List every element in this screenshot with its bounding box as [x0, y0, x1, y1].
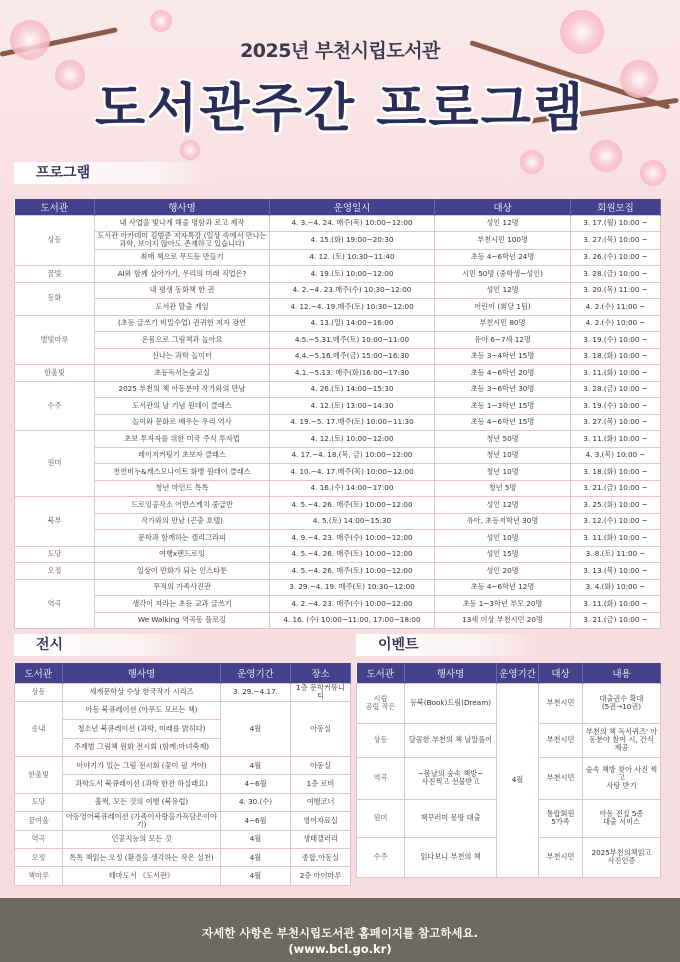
table-row: [357, 683, 661, 723]
table-row: [15, 332, 661, 349]
library-cell: 한울빛: [15, 365, 95, 382]
table-cell: 시민 50명 (중학생~성인): [435, 266, 571, 283]
table-cell: 여행코너: [291, 793, 351, 811]
table-cell: 부천의 책 독서퀴즈' 아동분야 참여 시, 간식 제공: [583, 723, 661, 757]
table-cell: 생태갤러리: [291, 830, 351, 848]
table-row: [15, 398, 661, 415]
table-row: [15, 282, 661, 299]
table-cell: 초등 3~4학년 15명: [435, 348, 571, 365]
table-cell: 아동실: [291, 757, 351, 775]
table-cell: 내 평생 동화책 한 권: [95, 282, 270, 299]
table-cell: 3. 29.~4.17.: [221, 683, 291, 701]
table-cell: 4. 5.~4. 26. 매주(토) 10:00~12:00: [270, 563, 435, 580]
table-cell: 부천시민 100명: [435, 232, 571, 250]
table-cell: 청년 마인드 톡톡: [95, 480, 270, 497]
table-cell: 4.4.~5.16.매주(금) 15:00~16:30: [270, 348, 435, 365]
table-cell: 4. 5.(토) 14:00~15:30: [270, 513, 435, 530]
table-cell: 3. 21.(금) 10:00 ~: [571, 612, 661, 629]
table-cell: 문학과 함께하는 캘리그라피: [95, 530, 270, 547]
table-cell: 4. 15.(화) 19:00~20:30: [270, 232, 435, 250]
table-row: [15, 775, 351, 793]
table-cell: 세계문학상 수상 한국작가 시리즈: [63, 683, 221, 701]
table-cell: 4월: [221, 757, 291, 775]
table-cell: 이야기가 있는 그림 전시회 (꽃이 필 거야): [63, 757, 221, 775]
library-cell: 도당: [15, 546, 95, 563]
table-cell: 4. 12.(토) 10:00~12:00: [270, 431, 435, 448]
column-header: 운영기간: [221, 663, 291, 683]
table-cell: 3. 11.(화) 10:00 ~: [571, 596, 661, 613]
table-cell: 톡톡 책읽는 오정 (환경을 생각하는 작은 실천): [63, 849, 221, 867]
table-row: [15, 365, 661, 382]
table-cell: 레이저커팅기 초보자 클래스: [95, 447, 270, 464]
event-table: [356, 663, 661, 878]
library-cell: 북부: [15, 497, 95, 547]
table-cell: 성인 12명: [435, 215, 571, 232]
library-cell: 오정: [15, 849, 63, 867]
table-cell: 대출권수 확대 (5권→10권): [583, 683, 661, 723]
section-title-exhibition: 전시: [14, 634, 194, 656]
table-row: [15, 563, 661, 580]
library-cell: 책마루: [15, 867, 63, 885]
table-cell: 부천시민: [539, 723, 583, 757]
table-cell: 유아, 초등저학년 30명: [435, 513, 571, 530]
blossom-decoration: [150, 10, 172, 32]
table-cell: 2025부천의책읽고 사진인증: [583, 837, 661, 877]
column-header: 도서관: [357, 663, 405, 683]
table-row: [15, 348, 661, 365]
table-cell: 등북(Book)드림(Dream): [405, 683, 497, 723]
footer-url[interactable]: (www.bcl.go.kr): [288, 942, 392, 956]
table-cell: 1층 로비: [291, 775, 351, 793]
table-row: [15, 849, 351, 867]
table-cell: 4월: [221, 830, 291, 848]
column-header: 도서관: [15, 199, 95, 215]
library-cell: 수주: [15, 381, 95, 431]
table-cell: 청년 50명: [435, 431, 571, 448]
column-header: 행사명: [405, 663, 497, 683]
table-cell: 초보 투자자를 위한 미국 주식 투자법: [95, 431, 270, 448]
table-cell: 4. 10.~4. 17.매주(목) 10:00~12:00: [270, 464, 435, 481]
column-header: 내용: [583, 663, 661, 683]
table-cell: 성인 12명: [435, 282, 571, 299]
table-cell: 청년 5명: [435, 480, 571, 497]
table-row: [15, 596, 661, 613]
table-cell: (초등 글쓰기 비밀수업) 권귀헌 저자 강연: [95, 315, 270, 332]
table-row: [15, 381, 661, 398]
program-table: [14, 199, 661, 629]
table-cell: 4. 5.~4. 26. 매주(토) 10:00~12:00: [270, 497, 435, 514]
column-header: 행사명: [63, 663, 221, 683]
table-cell: 여행x팬드로잉: [95, 546, 270, 563]
table-cell: 청년 10명: [435, 447, 571, 464]
table-row: [15, 579, 661, 596]
table-cell: 3. 11.(화) 10:00 ~: [571, 431, 661, 448]
table-cell: 아동 전집 5종 대출 서비스: [583, 799, 661, 837]
table-cell: 초등 4~6학년 12명: [435, 579, 571, 596]
table-cell: 4. 12.~4. 19.매주(토) 10:30~12:00: [270, 299, 435, 316]
table-row: [15, 867, 351, 885]
table-cell: 3. 21.(금) 10:00 ~: [571, 480, 661, 497]
table-cell: 4. 16.(수) 14:00~17:00: [270, 480, 435, 497]
library-cell: 상동: [15, 683, 63, 701]
column-header: 운영일시: [270, 199, 435, 215]
exhibition-table: [14, 663, 351, 886]
library-cell: 시립 공립 작은: [357, 683, 405, 723]
table-row: [15, 232, 661, 250]
table-row: [15, 812, 351, 830]
table-cell: 청소년 북큐레이션 (과학, 미래를 밝히다): [63, 720, 221, 738]
table-cell: 4. 30.(수): [221, 793, 291, 811]
table-cell: 영어자료실: [291, 812, 351, 830]
table-cell: 유아 6~7세 12명: [435, 332, 571, 349]
table-row: [15, 701, 351, 719]
table-cell: 천연비누&캐스모나이트 화병 원데이 클래스: [95, 464, 270, 481]
table-cell: 생각이 자라는 초등 교과 글쓰기: [95, 596, 270, 613]
section-title-program: 프로그램: [14, 162, 214, 184]
library-cell: 상동: [15, 215, 95, 266]
table-cell: 작가와의 만남 (곤충 호텔): [95, 513, 270, 530]
table-cell: 4. 19.~5. 17.매주(토) 10:00~11:30: [270, 414, 435, 431]
table-cell: 어린이 (회당 1팀): [435, 299, 571, 316]
table-cell: 책꾸러미 몽땅 대출: [405, 799, 497, 837]
blossom-decoration: [520, 150, 544, 174]
table-cell: 과학도서 북큐레이션 (과학 한잔 하실래요): [63, 775, 221, 793]
table-cell: 부천시민: [539, 837, 583, 877]
table-cell: 내 사업을 빛나게 해줄 명함과 로고 제작: [95, 215, 270, 232]
table-cell: 인공지능의 모든 것: [63, 830, 221, 848]
table-cell: 3. 18.(화) 10:00 ~: [571, 464, 661, 481]
table-row: [15, 530, 661, 547]
table-cell: 종합,아동실: [291, 849, 351, 867]
blossom-decoration: [640, 160, 666, 186]
table-cell: 2025 부천의 책 아동분야 작가와의 만남: [95, 381, 270, 398]
table-cell: 아동영어북큐레이션 (가족이사랑을가득담은이야기): [63, 812, 221, 830]
table-cell: 3. 18.(화) 10:00 ~: [571, 348, 661, 365]
library-cell: 수주: [357, 837, 405, 877]
table-cell: 4월: [221, 849, 291, 867]
page-subtitle: 2025년 부천시립도서관: [240, 40, 440, 62]
table-cell: 3. 28.(금) 10:00 ~: [571, 381, 661, 398]
table-cell: 3. 20.(목) 11:00 ~: [571, 282, 661, 299]
table-cell: 4. 2.(수) 10:00 ~: [571, 315, 661, 332]
blossom-decoration: [590, 140, 622, 172]
table-cell: 4. 16. (수) 10:00~11:00, 17:00~18:00: [270, 612, 435, 629]
column-header: 장소: [291, 663, 351, 683]
table-cell: 3. 8.(토) 11:00 ~: [571, 546, 661, 563]
table-cell: 통합회원 5가족: [539, 799, 583, 837]
table-cell: 놀이와 문화로 배우는 우리 역사: [95, 414, 270, 431]
table-cell: 청년 10명: [435, 464, 571, 481]
table-row: [15, 215, 661, 232]
table-cell: 4.5.~5.31.매주(토) 10:00~11:00: [270, 332, 435, 349]
table-cell: 초등 1~3학년 15명: [435, 398, 571, 415]
table-cell: 숲속 책방 찾아 사진 찍고 사탕 받기: [583, 757, 661, 799]
table-cell: 부천시민 80명: [435, 315, 571, 332]
table-cell: 3. 13.(목) 10:00 ~: [571, 563, 661, 580]
table-cell: 성인 20명: [435, 563, 571, 580]
table-row: [15, 431, 661, 448]
library-cell: 역곡: [357, 757, 405, 799]
table-row: [15, 757, 351, 775]
table-cell: We Walking 역곡동 플로깅: [95, 612, 270, 629]
table-cell: 3. 11.(화) 10:00 ~: [571, 365, 661, 382]
table-cell: 3. 25.(화) 10:00 ~: [571, 497, 661, 514]
table-row: [15, 447, 661, 464]
table-cell: 4월: [221, 867, 291, 885]
table-row: [15, 480, 661, 497]
table-cell: 성인 15명: [435, 546, 571, 563]
table-cell: 성인 12명: [435, 497, 571, 514]
column-header: 대상: [435, 199, 571, 215]
table-cell: 부천시민: [539, 757, 583, 799]
table-row: [15, 464, 661, 481]
table-cell: 3. 26.(수) 10:00 ~: [571, 249, 661, 266]
table-cell: 3. 17.(월) 10:00 ~: [571, 215, 661, 232]
table-cell: AI와 함께 살아가기, 우리의 미래 직업은?: [95, 266, 270, 283]
table-cell: 4월: [221, 701, 291, 756]
table-cell: 3. 27.(목) 10:00 ~: [571, 232, 661, 250]
table-row: [15, 299, 661, 316]
table-cell: 초등 3~6학년 30명: [435, 381, 571, 398]
table-cell: 1층 문학커뮤니티: [291, 683, 351, 701]
table-cell: 성인 10명: [435, 530, 571, 547]
library-cell: 한울빛: [15, 757, 63, 794]
table-cell: 4. 26.(토) 14:00~15:30: [270, 381, 435, 398]
table-row: [15, 266, 661, 283]
table-cell: 부천시민: [539, 683, 583, 723]
table-cell: 4.1.~5.13. 매주(화)16:00~17:30: [270, 365, 435, 382]
library-cell: 원미: [15, 431, 95, 497]
table-cell: 달콤한 부천의 책 날말풀이: [405, 723, 497, 757]
table-row: [15, 683, 351, 701]
table-cell: 4~6월: [221, 812, 291, 830]
table-row: [15, 793, 351, 811]
library-cell: 역곡: [15, 830, 63, 848]
table-cell: ~봄날의 숲속 책방~ 사진찍고 선물받고: [405, 757, 497, 799]
library-cell: 상동: [357, 723, 405, 757]
table-row: [15, 612, 661, 629]
table-cell: 3. 27.(목) 10:00 ~: [571, 414, 661, 431]
footer-notice: 자세한 사항은 부천시립도서관 홈페이지를 참고하세요.: [202, 926, 478, 940]
library-cell: 오정: [15, 563, 95, 580]
table-cell: 신나는 과학 놀이터: [95, 348, 270, 365]
table-cell: 4. 3.~4. 24. 매주(목) 10:00~12:00: [270, 215, 435, 232]
table-cell: 일상이 만화가 되는 인스타툰: [95, 563, 270, 580]
table-cell: 테마도서 《도서관》: [63, 867, 221, 885]
table-cell: 4. 12. (토) 10:30~11:40: [270, 249, 435, 266]
table-cell: 도서관 아카데미 김범준 저자특강 (일상 속에서 만나는 과학, 보이지 않아도 존재하고 있습니다): [95, 232, 270, 250]
column-header: 행사명: [95, 199, 270, 215]
table-cell: 읽다보니 부천의 책: [405, 837, 497, 877]
table-cell: 초등 4~6학년 20명: [435, 365, 571, 382]
table-cell: 4. 2.~4. 23.매주(수) 10:30~12:00: [270, 282, 435, 299]
table-row: [15, 315, 661, 332]
table-cell: 2층 아이마루: [291, 867, 351, 885]
section-title-event: 이벤트: [356, 634, 536, 656]
library-cell: 송내: [15, 701, 63, 756]
table-row: [15, 414, 661, 431]
table-cell: 4. 13.(일) 14:00~16:00: [270, 315, 435, 332]
table-cell: 드로잉공작소 어반스케치 중급반: [95, 497, 270, 514]
library-cell: 꿈빛: [15, 266, 95, 283]
column-header: 회원모집: [571, 199, 661, 215]
table-cell: 초등 1~3학년 부모 20명: [435, 596, 571, 613]
library-cell: 도당: [15, 793, 63, 811]
column-header: 도서관: [15, 663, 63, 683]
table-cell: 주제별 그림책 원화 전시회 (함께:마녀축제): [63, 738, 221, 756]
table-cell: 4. 5.~4. 26. 매주(토) 10:00~12:00: [270, 546, 435, 563]
table-cell: 아동실: [291, 701, 351, 756]
table-cell: 초등 4~6학년 24명: [435, 249, 571, 266]
library-cell: 별빛마루: [15, 315, 95, 365]
library-cell: 동화: [15, 282, 95, 315]
table-cell: 3. 19.(수) 10:00 ~: [571, 398, 661, 415]
library-cell: 역곡: [15, 579, 95, 629]
table-cell: 도서관의 날 기념 원데이 클래스: [95, 398, 270, 415]
table-cell: 4. 3.(목) 10:00 ~: [571, 447, 661, 464]
table-cell: 4. 19.(토) 10:00~12:00: [270, 266, 435, 283]
table-row: [15, 513, 661, 530]
table-cell: 아동 북큐레이션 (아무도 모르는 책): [63, 701, 221, 719]
table-cell: 훌쩍, 모든 것의 여행 (북유럽): [63, 793, 221, 811]
library-cell: 원미: [357, 799, 405, 837]
table-cell: 3. 4.(화) 10:00 ~: [571, 579, 661, 596]
column-header: 대상: [539, 663, 583, 683]
table-cell: 3. 19.(수) 10:00 ~: [571, 332, 661, 349]
table-cell: 4. 9.~4. 23. 매주(수) 10:00~12:00: [270, 530, 435, 547]
table-cell: 4월: [497, 683, 539, 877]
library-cell: 꿈여울: [15, 812, 63, 830]
table-cell: 13세 이상 부천시민 20명: [435, 612, 571, 629]
blossom-decoration: [180, 140, 200, 160]
table-cell: 최애 책으로 무드등 만들기: [95, 249, 270, 266]
table-row: [15, 830, 351, 848]
table-cell: 온몸으로 그림책과 놀아요: [95, 332, 270, 349]
table-cell: 4. 17.~4. 18.(목, 금) 10:00~12:00: [270, 447, 435, 464]
table-row: [15, 497, 661, 514]
table-cell: 3. 12.(수) 10:00 ~: [571, 513, 661, 530]
column-header: 운영기간: [497, 663, 539, 683]
table-cell: 초등 4~6학년 15명: [435, 414, 571, 431]
table-cell: 4. 2.~4. 23. 매주(수) 10:00~12:00: [270, 596, 435, 613]
table-cell: 4. 2.(수) 11:00 ~: [571, 299, 661, 316]
table-cell: 무적의 가족사진관: [95, 579, 270, 596]
table-cell: 초등독서논술교실: [95, 365, 270, 382]
table-cell: 3. 11.(화) 10:00 ~: [571, 530, 661, 547]
table-cell: 도서관 탈출 게임: [95, 299, 270, 316]
table-cell: 3. 28.(금) 10:00 ~: [571, 266, 661, 283]
page-title: 도서관주간 프로그램: [94, 79, 586, 139]
table-cell: 4. 12.(토) 13:00~14:30: [270, 398, 435, 415]
table-cell: 3. 29.~4. 19. 매주(토) 10:30~12:00: [270, 579, 435, 596]
table-cell: 4~6월: [221, 775, 291, 793]
table-row: [15, 546, 661, 563]
table-row: [15, 249, 661, 266]
